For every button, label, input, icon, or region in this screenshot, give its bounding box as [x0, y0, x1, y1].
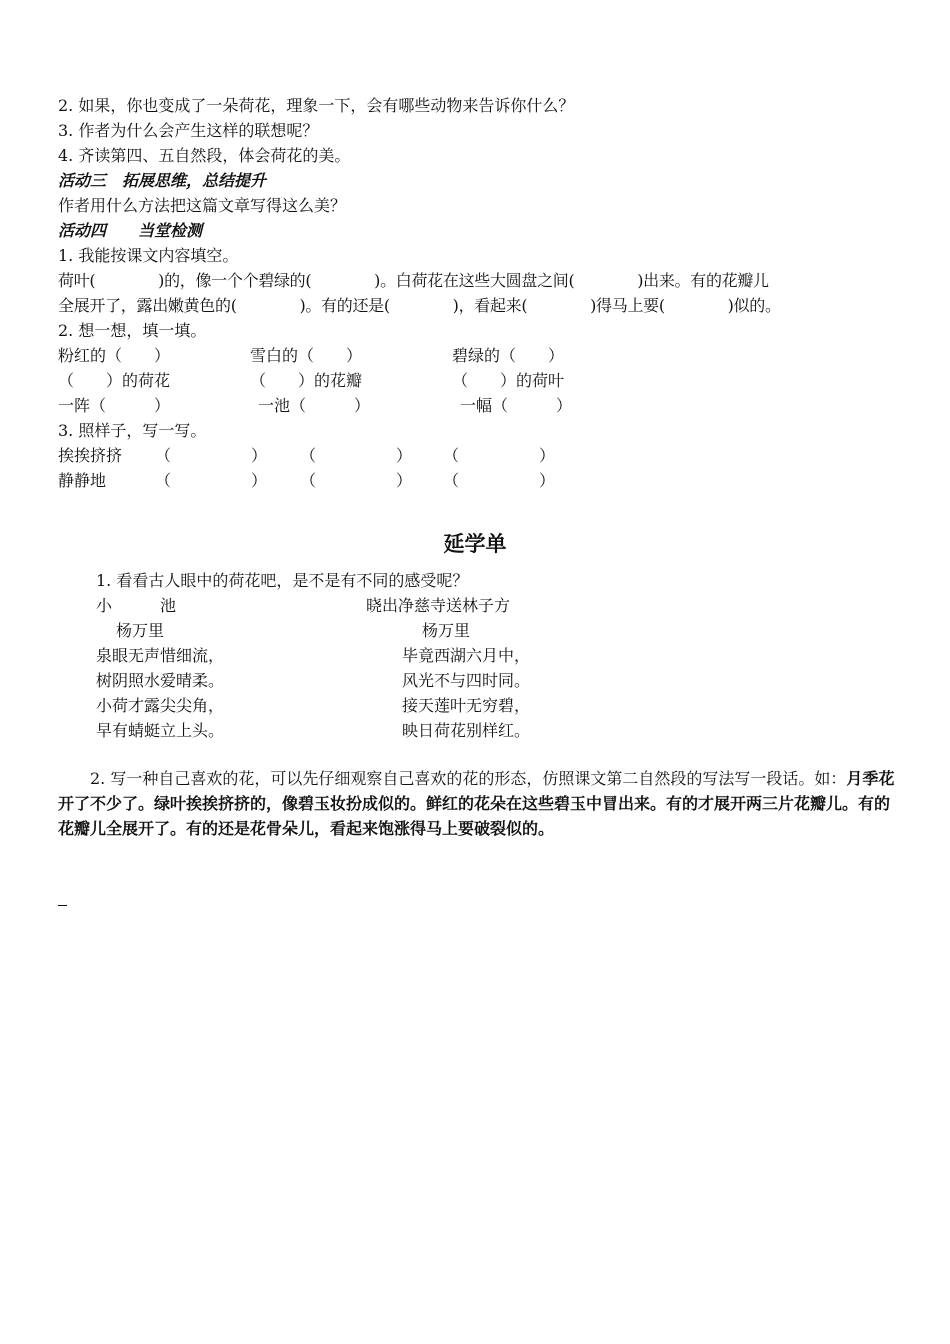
- poem-title: 小 池: [96, 596, 177, 615]
- poem-title: 晓出净慈寺送林子方: [366, 596, 511, 615]
- poem-line: 早有蜻蜓立上头。: [96, 721, 225, 740]
- blank-slot: （ ）: [443, 446, 556, 465]
- poem-author: 杨万里: [116, 621, 165, 640]
- poem-line: 映日荷花别样红。: [402, 721, 531, 740]
- task-2-prompt: 2. 想一想，填一填。: [58, 321, 207, 340]
- grid2-cell: 一幅（ ）: [460, 396, 573, 415]
- activity-3-heading: 活动三 拓展思维，总结提升: [58, 171, 267, 190]
- blank-slot: （ ）: [155, 471, 268, 490]
- poem-author: 杨万里: [422, 621, 471, 640]
- writing-task-intro: 2. 写一种自己喜欢的花，可以先仔细观察自己喜欢的花的形态，仿照课文第二自然段的写法写一段话。如：: [58, 769, 847, 788]
- grid2-cell: （ ）的荷花: [58, 371, 171, 390]
- example-word: 静静地: [58, 471, 107, 490]
- stray-dash: [58, 905, 67, 906]
- poem-line: 树阴照水爱晴柔。: [96, 671, 225, 690]
- grid2-cell: 雪白的（ ）: [250, 346, 363, 365]
- question-3: 3. 作者为什么会产生这样的联想呢？: [58, 121, 319, 140]
- activity-4-heading: 活动四 当堂检测: [58, 221, 203, 240]
- poem-line: 泉眼无声惜细流，: [96, 646, 225, 665]
- writing-task-example: 月季花开了不少了。绿叶挨挨挤挤的，像碧玉妆扮成似的。鲜红的花朵在这些碧玉中冒出来。有的才展开两三片花瓣儿。有的花瓣儿全展开了。有的还是花骨朵儿，看起来饱涨得马上要破裂似的。: [58, 769, 895, 838]
- activity-3-question: 作者用什么方法把这篇文章写得这么美？: [58, 196, 347, 215]
- grid2-cell: 一池（ ）: [258, 396, 371, 415]
- task-3-prompt: 3. 照样子，写一写。: [58, 421, 207, 440]
- example-word: 挨挨挤挤: [58, 446, 123, 465]
- fill-blank-line-2: 全展开了，露出嫩黄色的( )。有的还是( )，看起来( )得马上要( )似的。: [58, 296, 781, 315]
- grid2-cell: 一阵（ ）: [58, 396, 171, 415]
- poem-line: 接天莲叶无穷碧，: [402, 696, 531, 715]
- blank-slot: （ ）: [300, 471, 413, 490]
- poem-line: 小荷才露尖尖角，: [96, 696, 225, 715]
- question-4: 4. 齐读第四、五自然段，体会荷花的美。: [58, 146, 351, 165]
- task-1-prompt: 1. 我能按课文内容填空。: [58, 246, 239, 265]
- fill-blank-line-1: 荷叶( )的，像一个个碧绿的( )。白荷花在这些大圆盘之间( )出来。有的花瓣儿: [58, 271, 769, 290]
- grid2-cell: （ ）的花瓣: [250, 371, 363, 390]
- section-title: 延学单: [443, 531, 507, 556]
- question-2: 2. 如果，你也变成了一朵荷花，理象一下，会有哪些动物来告诉你什么？: [58, 96, 575, 115]
- blank-slot: （ ）: [300, 446, 413, 465]
- grid2-cell: 粉红的（ ）: [58, 346, 171, 365]
- writing-task: [58, 766, 898, 841]
- poem-question: 1. 看看古人眼中的荷花吧，是不是有不同的感受呢？: [96, 571, 469, 590]
- grid2-cell: （ ）的荷叶: [452, 371, 565, 390]
- poem-line: 风光不与四时同。: [402, 671, 531, 690]
- poem-line: 毕竟西湖六月中，: [402, 646, 531, 665]
- grid2-cell: 碧绿的（ ）: [452, 346, 565, 365]
- blank-slot: （ ）: [155, 446, 268, 465]
- blank-slot: （ ）: [443, 471, 556, 490]
